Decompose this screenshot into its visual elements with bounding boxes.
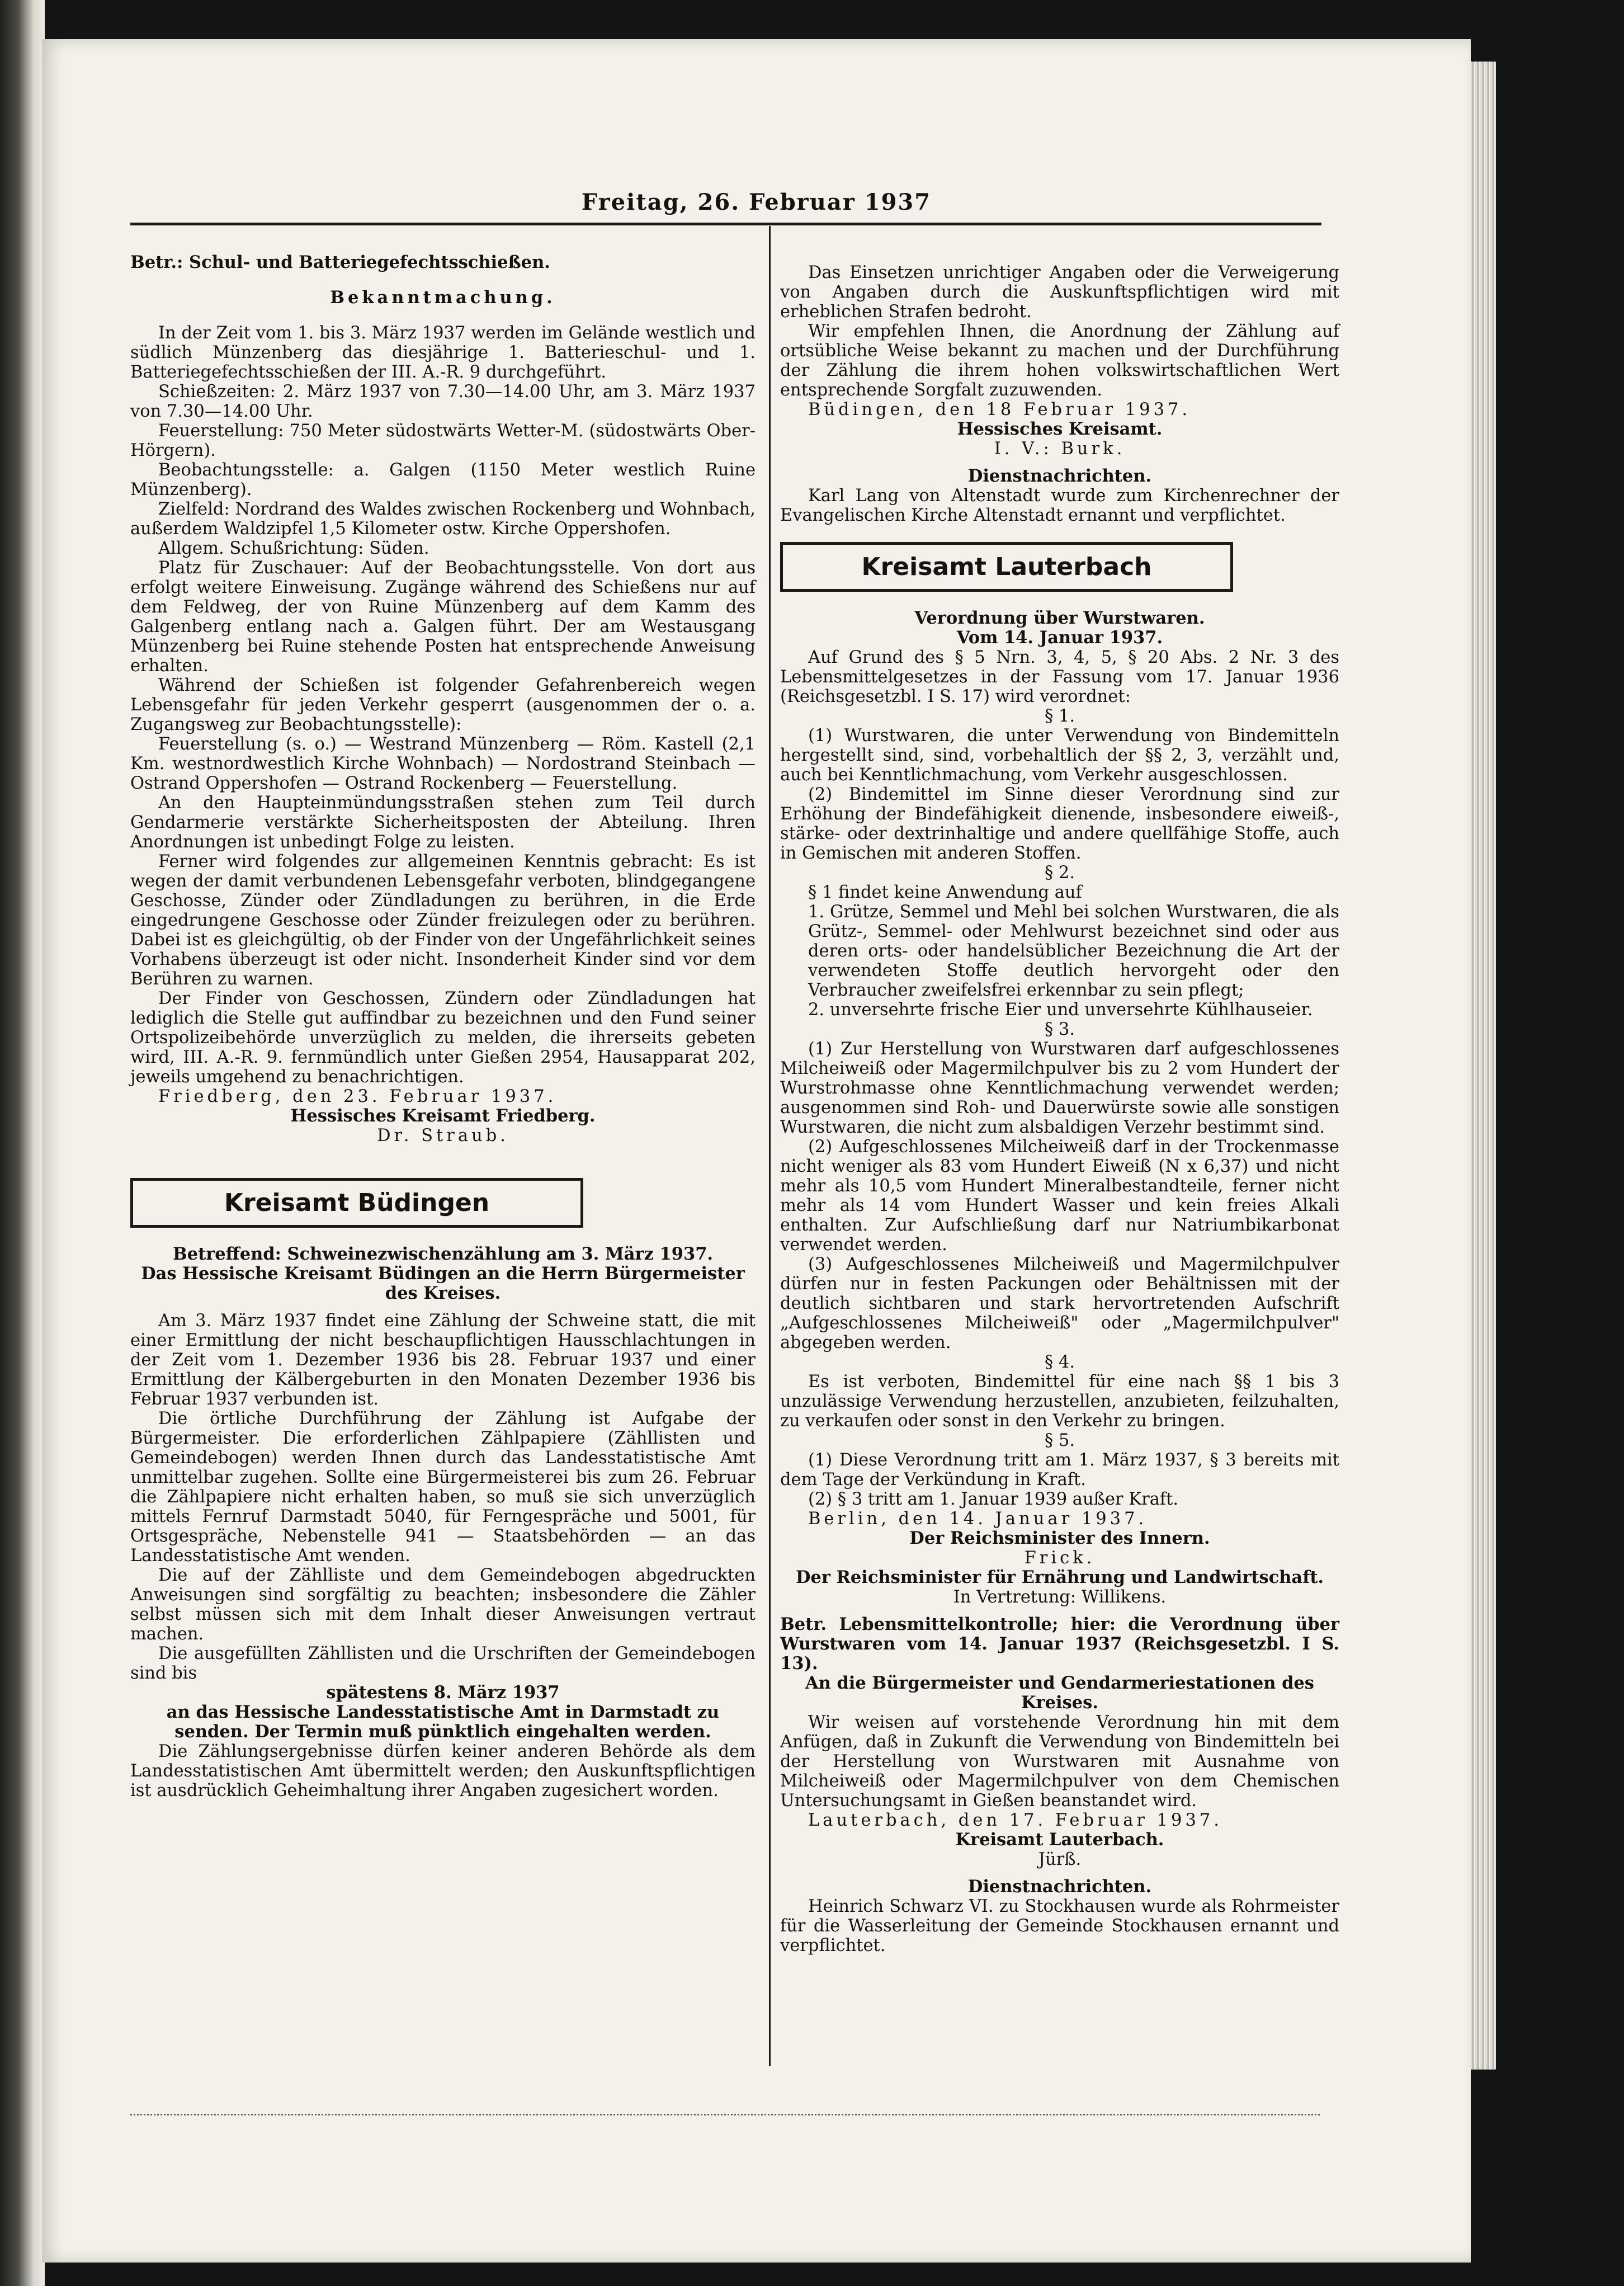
paragraph: (1) Zur Herstellung von Wurstwaren darf aufgeschlossenes Milcheiweiß oder Magermilchpulver bis zu 2 vom Hundert der Wurstrohmasse ohne Kenntlichmachung verwendet werden; ausgenommen sind Roh- und Dauerwürste sowie alle sonstigen Wurstwaren, die nicht zum alsbaldigen Verzehr bestimmt sind.: [780, 1039, 1339, 1137]
decree-date: Vom 14. Januar 1937.: [956, 628, 1163, 648]
deadline-instruction: an das Hessische Landesstatistische Amt in Darmstadt zu senden. Der Termin muß pünktlich eingehalten werden.: [166, 1702, 720, 1742]
paragraph: (1) Diese Verordnung tritt am 1. März 1937, § 3 bereits mit dem Tage der Verkündung in Kraft.: [780, 1450, 1339, 1490]
signature-name: In Vertretung: Willikens.: [953, 1587, 1167, 1607]
section-mark: § 5.: [1044, 1431, 1075, 1450]
list-item: 2. unversehrte frische Eier und unversehrte Kühlhauseier.: [808, 1000, 1313, 1020]
paragraph: Der Finder von Geschossen, Zündern oder Zündladungen hat lediglich die Stelle gut auffindbar zu bezeichnen und den Fund seiner Ortspolizeibehörde unverzüglich zu melden, die ihrerseits gebeten wird, III. A.-R. 9. fernmündlich unter Gießen 2954, Hausapparat 202, jeweils umgehend zu benachrichtigen.: [130, 989, 756, 1087]
place-date: Friedberg, den 23. Februar 1937.: [158, 1087, 557, 1106]
paragraph: In der Zeit vom 1. bis 3. März 1937 werden im Gelände westlich und südlich Münzenberg das diesjährige 1. Batterieschul- und 1. Batteriegefechtsschießen der III. A.-R. 9 durchgeführt.: [130, 323, 756, 382]
section-mark: § 1.: [1044, 706, 1075, 726]
paragraph: Platz für Zuschauer: Auf der Beobachtungsstelle. Von dort aus erfolgt weitere Einweisung. Zugänge während des Schießens nur auf dem Feldweg, der von Ruine Münzenberg auf dem Kamm des Galgenberg entlang nach a. Galgen führt. Der am Westausgang Münzenberg bei Ruine stehende Posten hat entsprechende Anweisung erhalten.: [130, 558, 756, 676]
paragraph: Die örtliche Durchführung der Zählung ist Aufgabe der Bürgermeister. Die erforderlichen Zählpapiere (Zähllisten und Gemeindebogen) werden Ihnen durch das Landesstatistische Amt unmittelbar zugehen. Sollte eine Bürgermeisterei bis zum 26. Februar die Zählpapiere nicht erhalten haben, so muß sie sich unverzüglich mittels Fernruf Darmstadt 5040, für Ferngespräche und 5001, für Ortsgespräche, Nebenstelle 941 — Staatsbehörden — an das Landesstatistische Amt wenden.: [130, 1409, 756, 1566]
book-binding-shadow: [0, 0, 45, 2286]
paragraph: An den Haupteinmündungsstraßen stehen zum Teil durch Gendarmerie verstärkte Sicherheitsposten der Abteilung. Ihren Anordnungen ist unbedingt Folge zu leisten.: [130, 793, 756, 852]
paragraph: Karl Lang von Altenstadt wurde zum Kirchenrechner der Evangelischen Kirche Altenstadt ernannt und verpflichtet.: [780, 486, 1339, 525]
section-mark: § 3.: [1044, 1020, 1075, 1039]
paragraph: Heinrich Schwarz VI. zu Stockhausen wurde als Rohrmeister für die Wasserleitung der Gemeinde Stockhausen ernannt und verpflichtet.: [780, 1897, 1339, 1955]
bottom-dotted-rule: [130, 2114, 1321, 2115]
signature-office: Hessisches Kreisamt Friedberg.: [290, 1106, 596, 1126]
paragraph: (2) § 3 tritt am 1. Januar 1939 außer Kraft.: [808, 1490, 1179, 1509]
section-heading: Dienstnachrichten.: [967, 466, 1152, 486]
paragraph: Wir empfehlen Ihnen, die Anordnung der Zählung auf ortsübliche Weise bekannt zu machen und der Durchführung der Zählung die ihrem hohen volkswirtschaftlichen Wert entsprechende Sorgfalt zuzuwenden.: [780, 322, 1339, 400]
paragraph: Feuerstellung (s. o.) — Westrand Münzenberg — Röm. Kastell (2,1 Km. westnordwestlich Kirche Wohnbach) — Nordostrand Steinbach — Ostrand Oppershofen — Ostrand Rockenberg — Feuerstellung.: [130, 734, 756, 793]
column-divider: [769, 226, 771, 2066]
place-date: Lauterbach, den 17. Februar 1937.: [808, 1811, 1222, 1830]
paragraph: Auf Grund des § 5 Nrn. 3, 4, 5, § 20 Abs. 2 Nr. 3 des Lebensmittelgesetzes in der Fassung vom 17. Januar 1936 (Reichsgesetzbl. I S. 17) wird verordnet:: [780, 648, 1339, 706]
section-mark: § 4.: [1044, 1352, 1075, 1372]
deadline-line: spätestens 8. März 1937: [326, 1682, 560, 1703]
section-box-lauterbach: Kreisamt Lauterbach: [780, 542, 1233, 592]
paragraph: Es ist verboten, Bindemittel für eine nach §§ 1 bis 3 unzulässige Verwendung herzustellen, anzubieten, feilzuhalten, zu verkaufen oder sonst in den Verkehr zu bringen.: [780, 1372, 1339, 1431]
signature-name: Frick.: [1024, 1548, 1096, 1568]
header-rule: [130, 223, 1321, 225]
right-column: [780, 263, 1339, 1955]
page-header-date: Freitag, 26. Februar 1937: [581, 189, 932, 215]
signature-office: Hessisches Kreisamt.: [957, 419, 1163, 439]
decree-title: Verordnung über Wurstwaren.: [914, 608, 1205, 628]
notice-heading: Bekanntmachung.: [330, 287, 556, 308]
paragraph: Während der Schießen ist folgender Gefahrenbereich wegen Lebensgefahr für jeden Verkehr gesperrt (ausgenommen der o. a. Zugangsweg zur Beobachtungsstelle):: [130, 676, 756, 734]
paragraph: (1) Wurstwaren, die unter Verwendung von Bindemitteln hergestellt sind, sind, vorbehaltlich der §§ 2, 3, verzählt und, auch bei Kenntlichmachung, vom Verkehr ausgeschlossen.: [780, 726, 1339, 785]
paragraph: Zielfeld: Nordrand des Waldes zwischen Rockenberg und Wohnbach, außerdem Waldzipfel 1,5 Kilometer ostw. Kirche Oppershofen.: [130, 499, 756, 539]
paragraph: Am 3. März 1937 findet eine Zählung der Schweine statt, die mit einer Ermittlung der nicht beschaupflichtigen Hausschlachtungen in der Zeit vom 1. Dezember 1936 bis 28. Februar 1937 und einer Ermittlung der Kälbergeburten in den Monaten Dezember 1936 bis Februar 1937 verbunden ist.: [130, 1311, 756, 1409]
signature-office: Der Reichsminister des Innern.: [909, 1528, 1210, 1548]
paragraph: (2) Bindemittel im Sinne dieser Verordnung sind zur Erhöhung der Bindefähigkeit dienende, insbesondere eiweiß-, stärke- oder dextrinhaltige und andere quellfähige Stoffe, auch in Gemischen mit anderen Stoffen.: [780, 785, 1339, 863]
section-box-buedingen: Kreisamt Büdingen: [130, 1178, 583, 1228]
signature-office: Der Reichsminister für Ernährung und Landwirtschaft.: [795, 1567, 1324, 1587]
list-item: 1. Grütze, Semmel und Mehl bei solchen Wurstwaren, die als Grütz-, Semmel- oder Mehlwurst bezeichnet sind oder aus deren orts- oder handelsüblicher Bezeichnung die Art der verwendeten Stoffe deutlich hervorgeht oder den Verbraucher zweifelsfrei erkennbar zu sein pflegt;: [808, 902, 1339, 1000]
paragraph: Schießzeiten: 2. März 1937 von 7.30—14.00 Uhr, am 3. März 1937 von 7.30—14.00 Uhr.: [130, 382, 756, 421]
signature-name: I. V.: Burk.: [994, 439, 1126, 459]
subject-line: Betreffend: Schweinezwischenzählung am 3. März 1937.: [172, 1244, 714, 1264]
signature-name: Dr. Straub.: [377, 1126, 509, 1146]
paragraph: Beobachtungsstelle: a. Galgen (1150 Meter westlich Ruine Münzenberg).: [130, 460, 756, 499]
signature-office: Kreisamt Lauterbach.: [955, 1830, 1164, 1850]
addressee-line: An die Bürgermeister und Gendarmeriestationen des Kreises.: [805, 1673, 1314, 1713]
paragraph: Die Zählungsergebnisse dürfen keiner anderen Behörde als dem Landesstatistischen Amt übermittelt werden; den Auskunftspflichtigen ist ausdrücklich Geheimhaltung ihrer Angaben zugesichert worden.: [130, 1742, 756, 1800]
newspaper-page: [42, 39, 1471, 2263]
paragraph: Allgem. Schußrichtung: Süden.: [158, 539, 429, 558]
left-column: [130, 253, 756, 1800]
paragraph: (2) Aufgeschlossenes Milcheiweiß darf in der Trockenmasse nicht weniger als 83 vom Hundert Eiweiß (N x 6,37) und nicht mehr als 10,5 vom Hundert Mineralbestandteile, ferner nicht mehr als 14 vom Hundert Wasser und kein freies Alkali enthalten. Zur Aufschließung darf nur Natriumbikarbonat verwendet werden.: [780, 1137, 1339, 1255]
signature-name: Jürß.: [1038, 1850, 1082, 1869]
paragraph: Das Einsetzen unrichtiger Angaben oder die Verweigerung von Angaben durch die Auskunftspflichtigen wird mit erheblichen Strafen bedroht.: [780, 263, 1339, 322]
subject-line: Betr.: Schul- und Batteriegefechtsschießen.: [130, 252, 550, 272]
paragraph: § 1 findet keine Anwendung auf: [808, 883, 1082, 902]
paragraph: Feuerstellung: 750 Meter südostwärts Wetter-M. (südostwärts Ober-Hörgern).: [130, 421, 756, 460]
paragraph: Die auf der Zählliste und dem Gemeindebogen abgedruckten Anweisungen sind sorgfältig zu beachten; insbesondere die Zähler selbst müssen sich mit dem Inhalt dieser Anweisungen vertraut machen.: [130, 1566, 756, 1644]
paragraph: (3) Aufgeschlossenes Milcheiweiß und Magermilchpulver dürfen nur in festen Packungen oder Behältnissen mit der deutlich sichtbaren und stark hervortretenden Aufschrift „Aufgeschlossenes Milcheiweiß" oder „Magermilchpulver" abgegeben werden.: [780, 1255, 1339, 1352]
subject-line: Betr. Lebensmittelkontrolle; hier: die Verordnung über Wurstwaren vom 14. Januar 1937 (Reichsgesetzbl. I S. 13).: [780, 1614, 1339, 1674]
place-date: Berlin, den 14. Januar 1937.: [808, 1509, 1148, 1529]
section-mark: § 2.: [1044, 863, 1075, 883]
paragraph: Wir weisen auf vorstehende Verordnung hin mit dem Anfügen, daß in Zukunft die Verwendung von Bindemitteln bei der Herstellung von Wurstwaren mit Ausnahme von Milcheiweiß oder Magermilchpulver von dem Chemischen Untersuchungsamt in Gießen beanstandet wird.: [780, 1713, 1339, 1811]
place-date: Büdingen, den 18 Februar 1937.: [808, 400, 1191, 420]
paragraph: Die ausgefüllten Zähllisten und die Urschriften der Gemeindebogen sind bis: [130, 1644, 756, 1683]
section-heading: Dienstnachrichten.: [967, 1877, 1152, 1897]
addressee-line: Das Hessische Kreisamt Büdingen an die Herrn Bürgermeister des Kreises.: [141, 1264, 745, 1303]
paragraph: Ferner wird folgendes zur allgemeinen Kenntnis gebracht: Es ist wegen der damit verbundenen Lebensgefahr verboten, blindgegangene Geschosse, Zünder oder Zündladungen zu berühren, in die Erde eingedrungene Geschosse oder Zünder freizulegen oder zu berühren. Dabei ist es gleichgültig, ob der Finder von der Ungefährlichkeit seines Vorhabens überzeugt ist oder nicht. Insonderheit Kinder sind vor dem Berühren zu warnen.: [130, 852, 756, 989]
